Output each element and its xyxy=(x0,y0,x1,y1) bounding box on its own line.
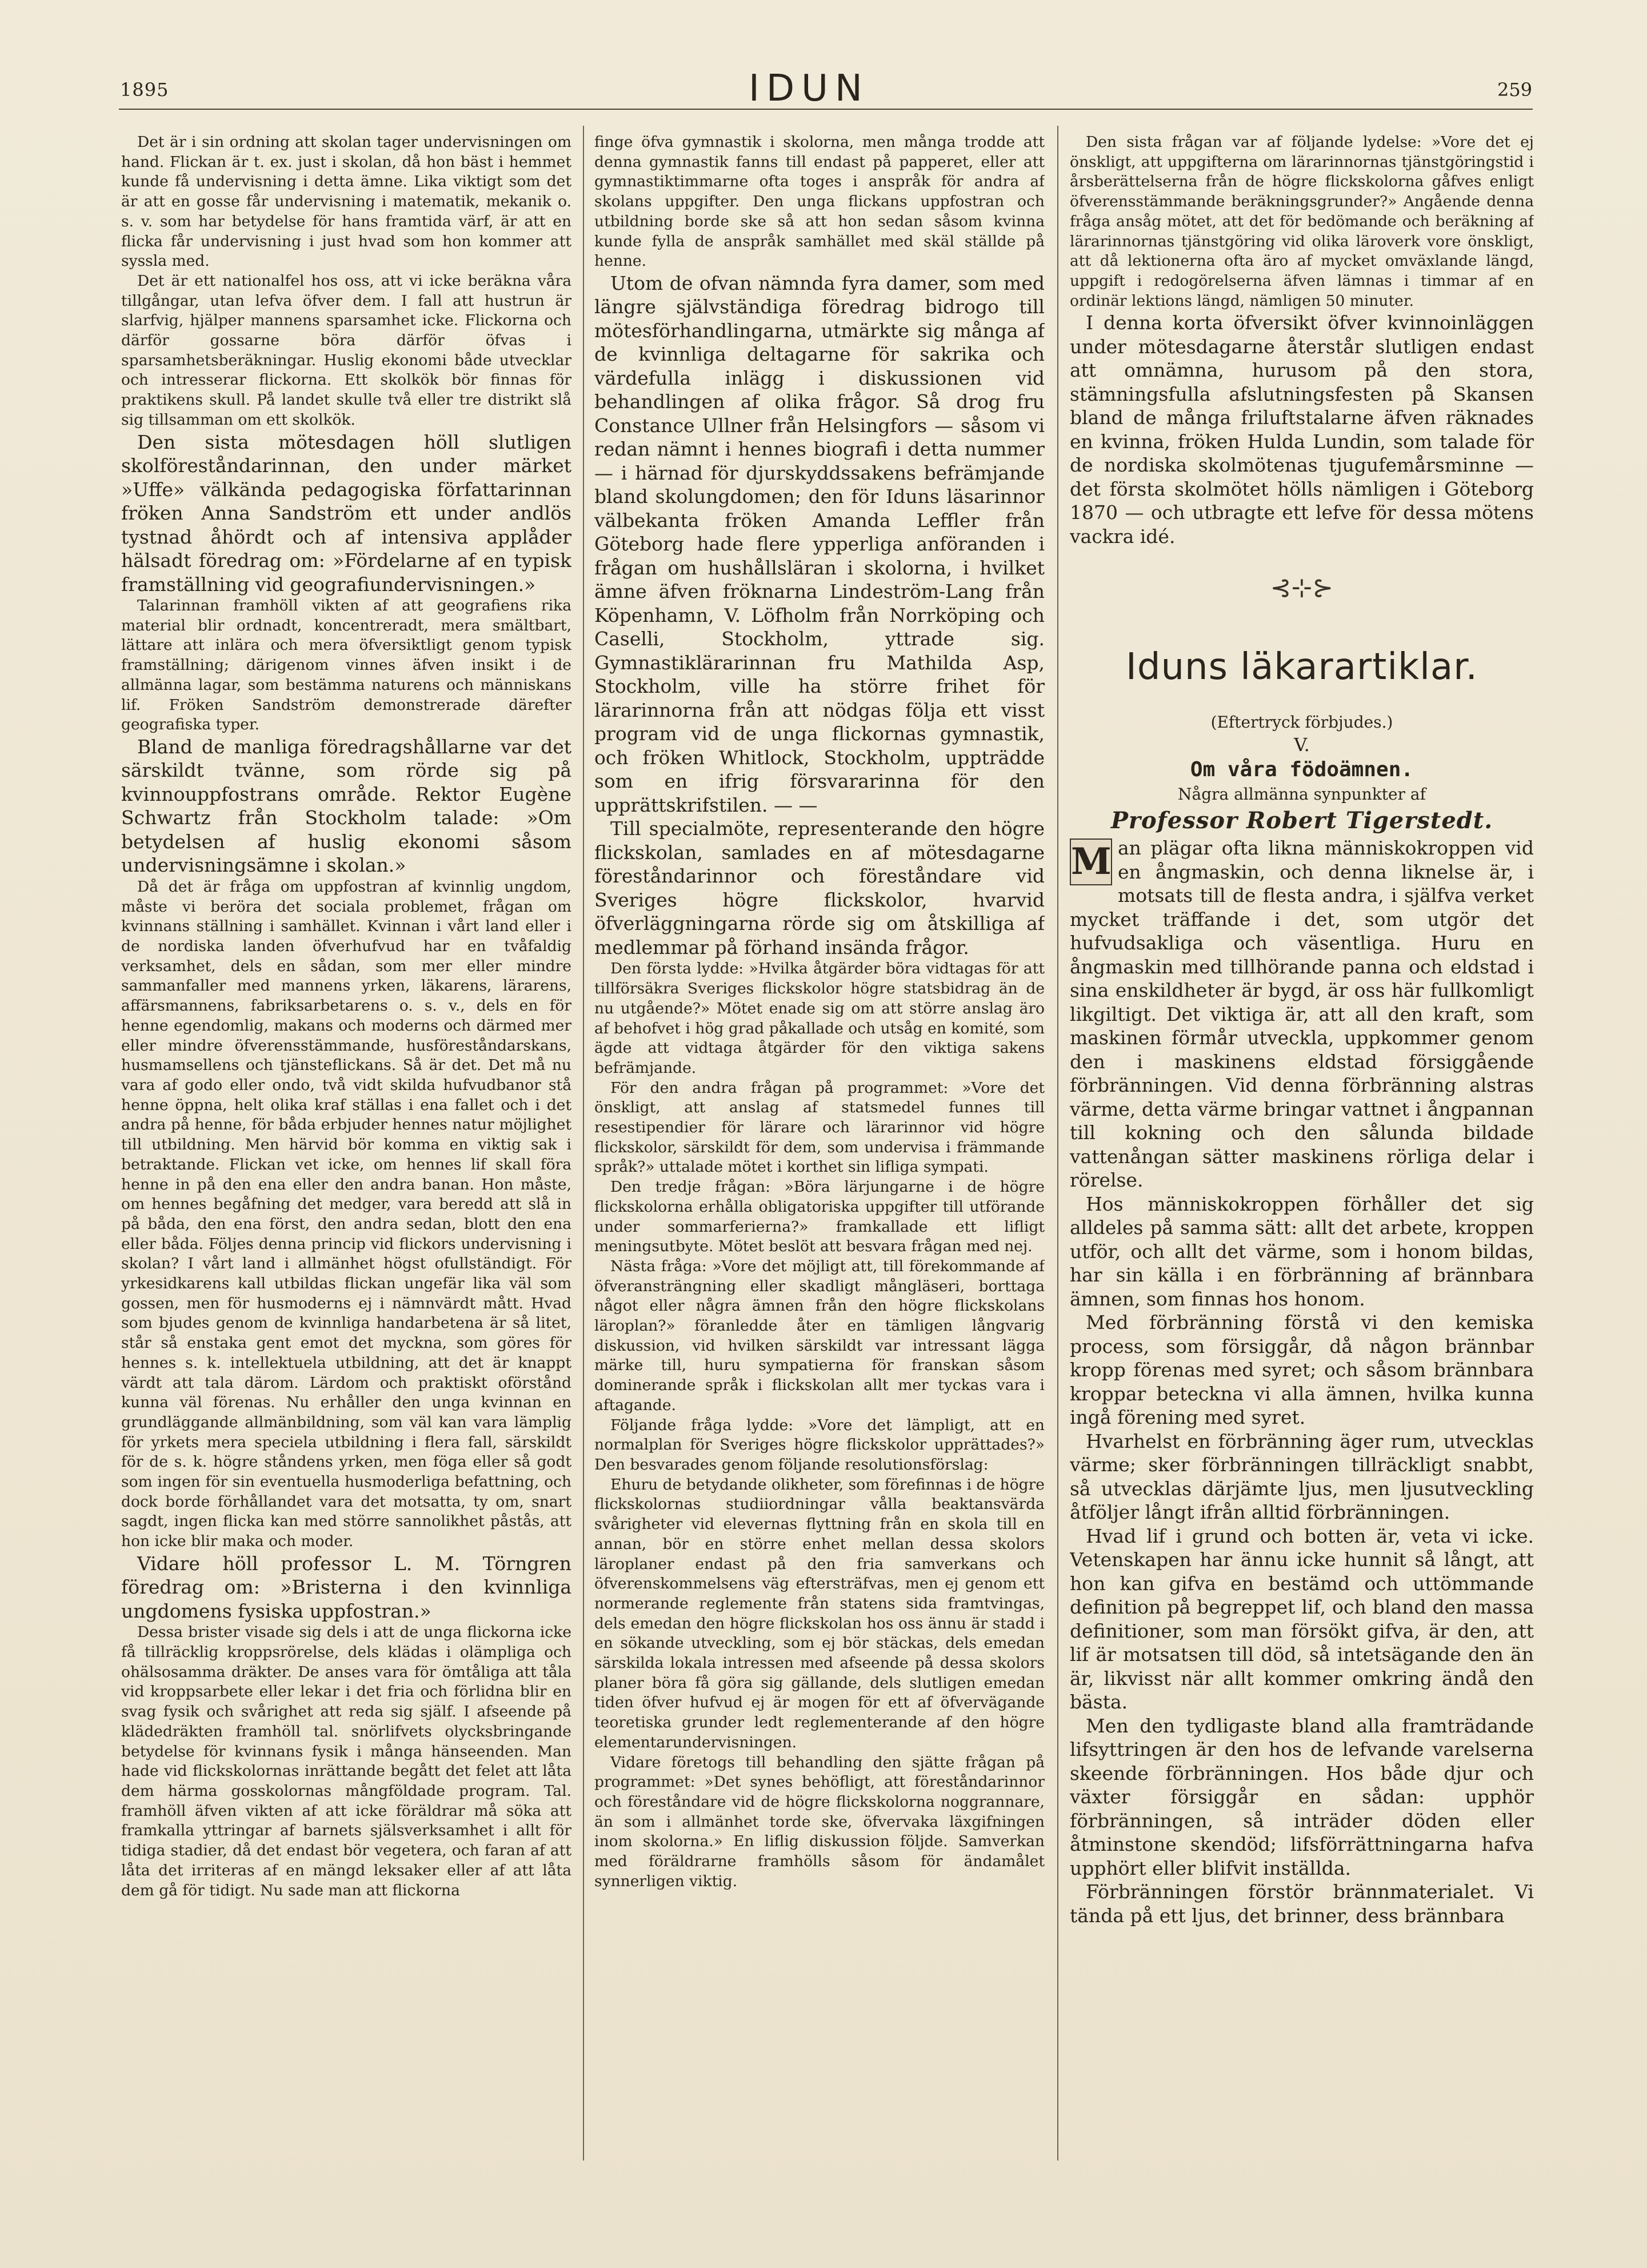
col2-paragraph: För den andra frågan på programmet: »Vore det önskligt, att anslag af statsmedel funnes till resestipendier för lärare och lärarinnor vid högre flickskolor, särskildt för dem, som undervisa i främmande språk?» uttalade mötet i korthet sin lifliga sympati. xyxy=(594,1079,1045,1176)
col2-paragraph: finge öfva gymnastik i skolorna, men många trodde att denna gymnastik fanns till endast på papperet, eller att gymnastiktimmarne ofta toges i anspråk för andra af skolans uppgifter. Den unga flickans uppfostran och utbildning borde ske så att hon sedan såsom kvinna kunde fylla de anspråk samhället med skäl ställde på henne. xyxy=(594,133,1045,270)
col1-paragraph: Bland de manliga föredragshållarne var det särskildt tvänne, som rörde sig på kvinnouppfostrans område. Rektor Eugène Schwartz från Stockholm talade: »Om betydelsen af huslig ekonomi såsom undervisningsämne i skolan.» xyxy=(121,735,571,877)
col1-paragraph: Vidare höll professor L. M. Törngren föredrag om: »Bristerna i den kvinnliga ungdomens fysiska uppfostran.» xyxy=(121,1552,571,1622)
col2-paragraph: Nästa fråga: »Vore det möjligt att, till förekommande af öfveransträngning eller skadligt mångläseri, borttaga något eller några ämnen från den högre flickskolans läroplan?» föranledde åter en tämligen långvarig diskussion, vid hvilken särskildt var intressant lägga märke till, huru sympatierna för franskan såsom dominerande språk i flickskolan allt mer tyckas vara i aftagande. xyxy=(594,1257,1045,1414)
col2-paragraph: Utom de ofvan nämnda fyra damer, som med längre självständiga föredrag bidrogo till mötesförhandlingarna, utmärkte sig många af de kvinnliga deltagarne för sakrika och värdefulla inlägg i diskussionen vid behandlingen af olika frågor. Så drog fru Constance Ullner från Helsingfors — såsom vi redan nämnt i hennes biografi i detta nummer — i härnad för djurskyddssakens befrämjande bland skolungdomen; den för Iduns läsarinnor välbekanta fröken Amanda Leffler från Göteborg hade flere ypperliga anföranden i frågan om hushållsläran i skolorna, i hvilket ämne äfven fröknarna Lindeström-Lang från Köpenhamn, V. Löfholm från Norrköping och Caselli, Stockholm, yttrade sig. Gymnastiklärarinnan fru Mathilda Asp, Stockholm, ville ha större frihet för lärarinnorna från att nödgas följa ett visst program vid de unga flickornas gymnastik, och fröken Whitlock, Stockholm, uppträdde som en ifrig försvararinna för den upprättskrifstilen. — — xyxy=(594,271,1045,816)
column-3 xyxy=(1070,133,1534,2167)
col3-paragraph: Hos människokroppen förhåller det sig alldeles på samma sätt: allt det arbete, kroppen utför, och allt det värme, som i honom bildas, har sin källa i en förbränning af brännbara ämnen, som finnas hos honom. xyxy=(1070,1192,1534,1310)
col3-paragraph: Förbränningen förstör brännmaterialet. Vi tända på ett ljus, det brinner, dess brännbara xyxy=(1070,1880,1534,1927)
col1-paragraph: Då det är fråga om uppfostran af kvinnlig ungdom, måste vi beröra det sociala problemet, frågan om kvinnans ställning i samhället. Kvinnan i vårt land eller i de nordiska landen öfverhufvud har en tvåfaldig verksamhet, dels en sådan, som mer eller mindre sammanfaller med mannens yrken, läkarens, lärarens, affärsmannens, fabriksarbetarens o. s. v., dels en för henne egendomlig, makans och moderns och därmed mer eller mindre öfverensstämmande, husföreståndarskans, husmamsellens och tjänsteflickans. Så är det. Det må nu vara af godo eller ondo, två vidt skilda hufvudbanor stå henne öppna, helt olika kraf ställas i ena fallet och i det andra på henne, för båda erbjuder hennes natur möjlighet till utbildning. Men härvid bör komma en viktig sak i betraktande. Flickan vet icke, om hennes lif skall föra henne in på den ena eller den andra banan. Hon måste, om hennes begåfning det medger, vara beredd att slå in på båda, den ena först, den andra sedan, blott den ena eller båda. Följes denna princip vid flickors undervisning i skolan? I vårt land i allmänhet högst ofullständigt. För yrkesidkarens kall utbildas flickan ungefär lika väl som gossen, men för husmoderns ej i nämnvärdt mått. Hvad som bjudes genom de kvinnliga handarbetena är så litet, står så enstaka gent emot det myckna, som göres för hennes s. k. intellektuela utbildning, att det är knappt värdt att tala därom. Lärdom och praktiskt oförstånd kunna väl förenas. Nu erhåller den unga kvinnan en grundläggande allmänbildning, som väl kan vara lämplig för yrkets mera speciela utbildning i flera fall, särskildt för de s. k. högre ståndens yrken, men föga eller så godt som ingen för sin eventuella husmoderliga befattning, och dock borde förhållandet vara det motsatta, ty om, snart sagdt, ingen flicka kan med större sannolikhet påstås, att hon icke blir maka och moder. xyxy=(121,877,571,1551)
col1-paragraph: Den sista mötesdagen höll slutligen skolföreståndarinnan, den under märket »Uffe» välkända pedagogiska författarinnan fröken Anna Sandström ett under andlös tystnad åhördt och af intensiva applåder hälsadt föredrag om: »Fördelarne af en typisk framställning vid geografiundervisningen.» xyxy=(121,430,571,596)
col3-paragraph: Hvarhelst en förbränning äger rum, utvecklas värme; sker förbränningen tillräckligt snabbt, så utvecklas därjämte ljus, men ljusutveckling åtföljer långt ifrån alltid förbränningen. xyxy=(1070,1430,1534,1524)
col2-paragraph: Följande fråga lydde: »Vore det lämpligt, att en normalplan för Sveriges högre flickskolor upprättades?» Den besvarades genom följande resolutionsförslag: xyxy=(594,1416,1045,1474)
col2-paragraph: Vidare företogs till behandling den sjätte frågan på programmet: »Det synes behöfligt, att föreståndarinnor och föreståndare vid de högre flickskolorna noggrannare, än som i allmänhet torde ske, öfvervaka läxgifningen inom skolorna.» En liflig diskussion följde. Samverkan med föräldrarne framhölls såsom för ändamålet synnerligen viktig. xyxy=(594,1753,1045,1890)
article-title: Om våra födoämnen. xyxy=(1190,758,1414,782)
section-title: Iduns läkarartiklar. xyxy=(1125,646,1478,689)
col1-paragraph: Talarinnan framhöll vikten af att geografiens rika material blir ordnadt, koncentreradt, mera smältbart, lättare att inlära och mera öfversiktligt genom typisk framställning; därigenom vinnes äfven insikt i de allmänna lagar, som bestämma naturens och människans lif. Fröken Sandström demonstrerade därefter geografiska typer. xyxy=(121,597,571,734)
col3-paragraph: Med förbränning förstå vi den kemiska process, som försiggår, då någon brännbar kropp förenas med syret; och såsom brännbara kroppar betecknа vi alla ämnen, hvilka kunna ingå förening med syret. xyxy=(1070,1311,1534,1429)
col1-paragraph: Det är ett nationalfel hos oss, att vi icke beräkna våra tillgångar, utan lefva öfver dem. I fall att hustrun är slarfvig, hjälper mannens sparsamhet icke. Flickorna och därför gossarne böra därför öfvas i sparsamhetsberäkningar. Huslig ekonomi både utvecklar och intresserar flickorna. Ett skolkök bör finnas för praktikens skull. På landet skulle två eller tre distrikt slå sig tillsamman om ett skolkök. xyxy=(121,271,571,429)
col1-paragraph: Det är i sin ordning att skolan tager undervisningen om hand. Flickan är t. ex. just i skolan, då hon bäst i hemmet kunde få undervisning i detta ämne. Lika viktigt som det är att en gosse får undervisning i matematik, mekanik o. s. v. som har betydelse för hans framtida värf, är att en flicka får undervisning i just hvad som hon kommer att syssla med. xyxy=(121,133,571,270)
col2-paragraph: Till specialmöte, representerande den högre flickskolan, samlades en af mötesdagarne föreståndarinnor och föreståndare vid Sveriges högre flickskolor, hvarvid öfverläggningarna rörde sig om åtskilliga af medlemmar på förhand insända frågor. xyxy=(594,817,1045,959)
header-title: IDUN xyxy=(749,67,869,110)
header-year: 1895 xyxy=(120,79,169,101)
header-rule xyxy=(119,109,1533,110)
col2-paragraph: Ehuru de betydande olikheter, som förefinnas i de högre flickskolornas studiiordningar vålla beaktansvärda svårigheter vid elevernas flyttning från en skola till en annan, bör en större enhet mellan dessa skolors läroplaner endast på den fria samverkans och öfverenskommelsens väg eftersträfvas, men ej genom ett normerande reglemente från statens sida framtvingas, dels emedan den högre flickskolan hos oss ännu är stadd i en sökande utveckling, som ej bör stäckas, dels emedan särskilda lokala intressen med afseende på dessa skolors planer böra få göra sig gällande, dels slutligen emedan tiden öfver hufvud ej är mogen för ett af öfvervägande teoretiska grunder ledt reglementerande af den högre elementarundervisningen. xyxy=(594,1475,1045,1751)
drop-cap: M xyxy=(1070,838,1112,885)
col3-paragraph: Men den tydligaste bland alla framträdande lifsyttringen är den hos de lefvande varelserna skeende förbränningen. Hos både djur och växter försiggår en sådan: upphör förbränningen, så inträder döden eller åtminstone skendöd; lifsförrättningarna hafva upphört eller blifvit inställda. xyxy=(1070,1714,1534,1879)
col2-paragraph: Den tredje frågan: »Böra lärjungarne i de högre flickskolorna erhålla obligatoriska uppgifter till utförande under sommarferierna?» framkallade ett lifligt meningsutbyte. Mötet beslöt att besvara frågan med nej. xyxy=(594,1178,1045,1256)
col3-paragraph: Den sista frågan var af följande lydelse: »Vore det ej önskligt, att uppgifterna om lärarinnornas tjänstgöringstid i årsberättelserna från de högre flickskolorna gåfves enligt öfverensstämmande beräkningsgrunder?» Angående denna fråga ansåg mötet, att det för bedömande och beräkning af lärarinnornas tjänstgöring vid olika läroverk vore önskligt, att då lektionerna ofta äro af mycket omväxlande längd, uppgift i redogörelserna äfven lämnas i timmar af en ordinär lektions längd, nämligen 50 minuter. xyxy=(1070,133,1534,310)
article-body-start xyxy=(1070,836,1534,1192)
header-page-number: 259 xyxy=(1497,79,1533,101)
copyright-note: (Eftertryck förbjudes.) xyxy=(1210,713,1393,732)
article-byline-intro: Några allmänna synpunkter af xyxy=(1178,785,1426,804)
ornament-divider: ⊰⊹⊱ xyxy=(1270,573,1334,603)
col2-paragraph: Den första lydde: »Hvilka åtgärder böra vidtagas för att tillförsäkra Sveriges flickskolor högre statsbidrag än de nu utgående?» Mötet enade sig om att större anslag äro af behofvet i hög grad påkallade och utsåg en komité, som ägde att vidtaga åtgärder för den viktiga sakens befrämjande. xyxy=(594,960,1045,1077)
col3-paragraph: Hvad lif i grund och botten är, veta vi icke. Vetenskapen har ännu icke hunnit så långt, att hon kan gifva en bestämd och uttömmande definition på begreppet lif, och bland den massa definitioner, som man försökt gifva, är den, att lif är motsatsen till död, så intetsägande den än är, likvisst när allt kommer omkring ändå den bästa. xyxy=(1070,1524,1534,1714)
column-divider-2 xyxy=(1057,126,1058,2161)
col3-paragraph: I denna korta öfversikt öfver kvinnoinläggen under mötesdagarne återstår slutligen endast att omnämna, hurusom på den stora, stämningsfulla afslutningsfesten på Skansen bland de många friluftstalarne äfven räknades en kvinna, fröken Hulda Lundin, som talade för de nordiska skolmötenas tjugufemårsminne — det första skolmötet hölls nämligen i Göteborg 1870 — och utbragte ett lefve för dessa mötens vackra idé. xyxy=(1070,312,1534,548)
column-divider-1 xyxy=(583,126,584,2161)
article-number: V. xyxy=(1294,734,1310,756)
column-2 xyxy=(594,133,1045,2167)
col1-paragraph: Dessa brister visade sig dels i att de unga flickorna icke få tillräcklig kroppsrörelse, dels klädas i olämpliga och ohälsosamma dräkter. De anses vara för ömtåliga att tåla vid kroppsarbete eller lekar i det fria och förlidna blir en svag fysik och svårighet att reda sig själf. I afseende på klädedräkten framhöll tal. snörlifvets olycksbringande betydelse för kvinnans fysik i många hänseenden. Man hade vid flickskolornas inrättande begått det felet att låta dem härma gosskolornas mångföldade program. Tal. framhöll äfven vikten af att icke föräldrar må söka att framkalla yttringar af barnets själsverksamhet i allt för tidiga stadier, då det endast bör vegetera, och faran af att låta det irriteras af en mängd leksaker eller af att låta dem gå för tidigt. Nu sade man att flickorna xyxy=(121,1623,571,1899)
col3-paragraph: an plägar ofta likna människokroppen vid en ångmaskin, och denna liknelse är, i motsats till de flesta andra, i själfva verket mycket träffande i det, som utgör det hufvudsakliga och väsentliga. Huru en ångmaskin med tillhörande panna och eldstad i sina enskildheter är bygd, är oss här fullkomligt likgiltigt. Det viktiga är, att all den kraft, som maskinen förmår utveckla, uppkommer genom den i maskinens eldstad försiggående förbränningen. Vid denna förbränning alstras värme, detta värme bringar vattnet i ångpannan till kokning och den sålunda bildade vattenångan sätter maskinens rörliga delar i rörelse. xyxy=(1070,837,1534,1192)
column-1 xyxy=(121,133,571,2167)
article-author: Professor Robert Tigerstedt. xyxy=(1110,807,1493,834)
